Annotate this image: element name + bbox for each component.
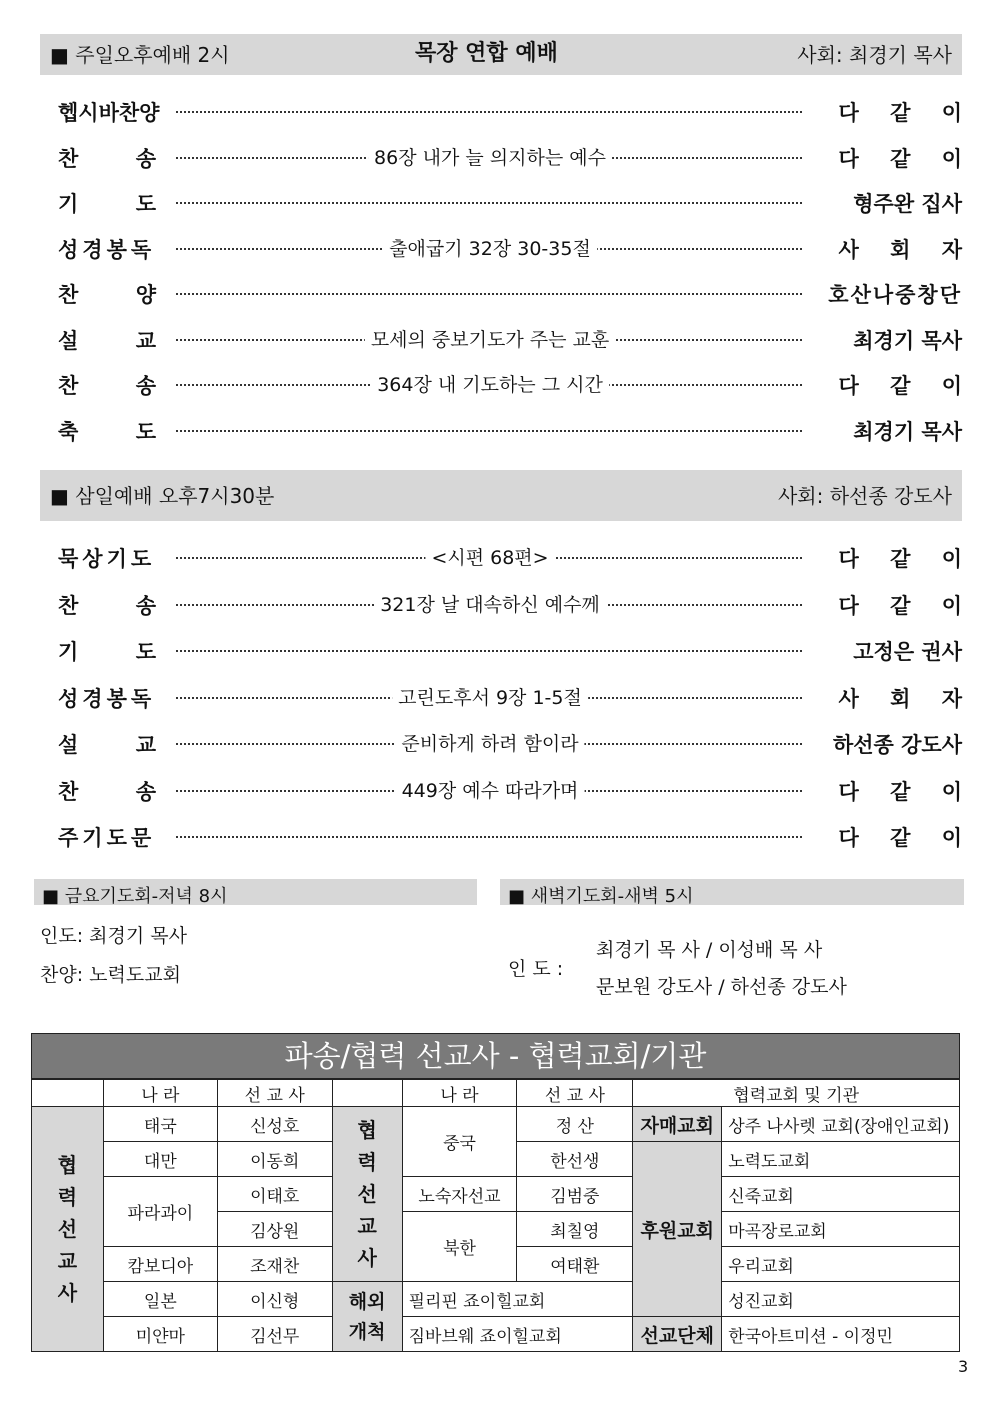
wednesday-person: 다 같 이	[838, 547, 974, 571]
wednesday-row	[58, 636, 962, 666]
missions-title-bar	[31, 1033, 960, 1079]
table-cell: 대만	[103, 1142, 217, 1177]
label-char: 도	[135, 192, 156, 216]
label-char: 기	[58, 640, 79, 664]
label-char: 축	[58, 419, 79, 444]
header-blank-1	[32, 1080, 104, 1107]
support-church-label: 후원교회	[633, 1142, 722, 1317]
wednesday-person: 고정은 권사	[853, 640, 962, 664]
page-number: 3	[958, 1357, 969, 1376]
table-cell: 태국	[103, 1107, 217, 1142]
label-char: 도	[135, 640, 156, 664]
header-country-2: 나 라	[402, 1080, 517, 1107]
vertical-char: 해외	[348, 1290, 386, 1313]
wednesday-person: 다 같 이	[838, 779, 974, 804]
sunday-content: 출애굽기 32장 30-35절	[383, 234, 597, 261]
sunday-leader-dots	[176, 202, 802, 204]
sunday-label	[58, 143, 156, 173]
wednesday-header-left: ■ 삼일예배 오후7시30분	[50, 484, 275, 508]
support-church: 우리교회	[722, 1247, 960, 1282]
sunday-person: 사 회 자	[838, 237, 974, 262]
sunday-header-left: ■ 주일오후예배 2시	[50, 43, 230, 67]
missions-title: 파송/협력 선교사 - 협력교회/기관	[284, 1039, 707, 1073]
header-missionary-2: 선 교 사	[517, 1080, 633, 1107]
sunday-label	[58, 279, 156, 309]
missions-table	[31, 1079, 960, 1352]
sunday-content: 86장 내가 늘 의지하는 예수	[368, 143, 612, 170]
vertical-char: 사	[357, 1246, 377, 1270]
sunday-person: 호산나중창단	[828, 283, 962, 307]
vertical-char: 선	[57, 1217, 78, 1241]
wednesday-person: 사 회 자	[838, 686, 974, 711]
label-char: 도	[135, 419, 156, 444]
sunday-content: 모세의 중보기도가 주는 교훈	[365, 325, 615, 352]
sunday-header-right: 사회: 최경기 목사	[797, 43, 952, 67]
sunday-content: 364장 내 기도하는 그 시간	[371, 370, 609, 397]
pioneer-church: 필리핀 죠이힐교회	[402, 1282, 633, 1317]
label-char: 찬	[58, 374, 79, 398]
sunday-leader-dots	[176, 111, 802, 113]
wednesday-label: 묵상기도	[58, 547, 156, 571]
mission-org: 한국아트미션 - 이정민	[722, 1317, 960, 1352]
table-cell: 정 산	[517, 1107, 633, 1142]
table-cell: 이태호	[217, 1177, 332, 1212]
header-blank-2	[332, 1080, 402, 1107]
sunday-row	[58, 143, 974, 173]
wednesday-content: 준비하게 하려 함이라	[395, 729, 584, 756]
pioneer-label	[332, 1282, 402, 1352]
sunday-row	[58, 188, 962, 218]
mission-org-label: 선교단체	[633, 1317, 722, 1352]
sunday-label: 성경봉독	[58, 237, 156, 262]
support-church: 마곡장로교회	[722, 1212, 960, 1247]
wednesday-label	[58, 590, 156, 620]
wednesday-label: 주기도문	[58, 826, 156, 850]
sunday-leader-dots	[176, 293, 802, 295]
vertical-char: 개척	[348, 1320, 386, 1343]
label-char: 양	[135, 283, 156, 307]
support-church: 성진교회	[722, 1282, 960, 1317]
label-char: 찬	[58, 146, 79, 171]
sunday-label: 헵시바찬양	[58, 101, 160, 125]
wednesday-content: 고린도후서 9장 1-5절	[392, 683, 588, 710]
table-cell: 여태환	[517, 1247, 633, 1282]
table-cell: 북한	[402, 1212, 517, 1282]
sunday-person: 다 같 이	[838, 146, 974, 171]
support-church: 신죽교회	[722, 1177, 960, 1212]
sunday-person: 최경기 목사	[853, 328, 962, 353]
table-cell: 최칠영	[517, 1212, 633, 1247]
table-cell: 김상원	[217, 1212, 332, 1247]
label-char: 교	[135, 733, 156, 757]
label-char: 찬	[58, 593, 79, 618]
header-partner: 협력교회 및 기관	[633, 1080, 960, 1107]
wednesday-person: 하선종 강도사	[832, 733, 962, 757]
wednesday-leader-dots	[176, 836, 802, 838]
table-cell: 이신형	[217, 1282, 332, 1317]
friday-header-text: ■ 금요기도회-저녁 8시	[42, 886, 228, 907]
label-char: 찬	[58, 779, 79, 804]
table-cell: 일본	[103, 1282, 217, 1317]
table-cell: 한선생	[517, 1142, 633, 1177]
sister-church: 상주 나사렛 교회(장애인교회)	[722, 1107, 960, 1142]
vertical-char: 력	[357, 1150, 377, 1174]
sunday-row	[58, 416, 962, 446]
label-char: 찬	[58, 283, 79, 307]
label-char: 송	[135, 374, 156, 398]
table-cell: 미얀마	[103, 1317, 217, 1352]
group-partner-missionaries	[32, 1107, 104, 1352]
dawn-header	[500, 879, 964, 905]
pioneer-church: 짐바브웨 죠이힐교회	[402, 1317, 633, 1352]
vertical-char: 교	[57, 1249, 78, 1273]
dawn-header-text: ■ 새벽기도회-새벽 5시	[508, 886, 694, 907]
dawn-leaders-line1: 최경기 목 사 / 이성배 목 사	[596, 939, 823, 961]
sunday-row	[58, 97, 974, 127]
table-cell: 중국	[402, 1107, 517, 1177]
wednesday-row	[58, 729, 962, 759]
group-partner-missionaries-2	[332, 1107, 402, 1282]
wednesday-row	[58, 590, 974, 620]
wednesday-content: 449장 예수 따라가며	[396, 776, 585, 803]
friday-praise: 찬양: 노력도교회	[40, 964, 181, 986]
table-cell: 파라과이	[103, 1177, 217, 1247]
wednesday-header	[40, 470, 962, 521]
label-char: 송	[135, 779, 156, 804]
table-cell: 이동희	[217, 1142, 332, 1177]
wednesday-content: <시편 68편>	[425, 543, 554, 570]
wednesday-row	[58, 822, 974, 852]
sunday-person: 다 같 이	[838, 101, 974, 125]
sunday-header-center: 목장 연합 예배	[415, 41, 558, 66]
sunday-leader-dots	[176, 430, 802, 432]
label-char: 설	[58, 733, 79, 757]
sister-church-label: 자매교회	[633, 1107, 722, 1142]
sunday-label	[58, 416, 156, 446]
wednesday-content: 321장 날 대속하신 예수께	[374, 590, 606, 617]
vertical-char: 선	[357, 1182, 377, 1206]
sunday-person: 다 같 이	[838, 374, 974, 398]
friday-leader: 인도: 최경기 목사	[40, 925, 187, 947]
table-cell: 김선무	[217, 1317, 332, 1352]
sunday-label	[58, 325, 156, 355]
header-country-1: 나 라	[103, 1080, 217, 1107]
wednesday-header-right: 사회: 하선종 강도사	[777, 484, 952, 508]
wednesday-label	[58, 776, 156, 806]
wednesday-leader-dots	[176, 650, 802, 652]
wednesday-person: 다 같 이	[838, 593, 974, 618]
sunday-row	[58, 279, 962, 309]
vertical-char: 사	[57, 1281, 78, 1305]
wednesday-label	[58, 636, 156, 666]
vertical-char: 교	[357, 1214, 377, 1238]
header-missionary-1: 선 교 사	[217, 1080, 332, 1107]
label-char: 기	[58, 192, 79, 216]
vertical-char: 력	[57, 1185, 78, 1209]
vertical-char: 협	[57, 1153, 78, 1177]
wednesday-person: 다 같 이	[838, 826, 974, 850]
dawn-leader-label: 인 도 :	[508, 958, 564, 980]
sunday-label	[58, 370, 156, 400]
wednesday-row	[58, 543, 974, 573]
dawn-leaders-line2: 문보원 강도사 / 하선종 강도사	[596, 976, 847, 998]
sunday-header	[40, 34, 962, 75]
sunday-row	[58, 370, 974, 400]
wednesday-label: 성경봉독	[58, 686, 156, 711]
label-char: 송	[135, 593, 156, 618]
table-cell: 신성호	[217, 1107, 332, 1142]
table-cell: 캄보디아	[103, 1247, 217, 1282]
sunday-person: 최경기 목사	[853, 419, 962, 444]
label-char: 설	[58, 328, 79, 353]
label-char: 교	[135, 328, 156, 353]
friday-header	[34, 879, 477, 905]
sunday-row	[58, 234, 974, 264]
table-cell: 조재찬	[217, 1247, 332, 1282]
vertical-char: 협	[357, 1118, 377, 1142]
wednesday-label	[58, 729, 156, 759]
table-cell: 김범중	[517, 1177, 633, 1212]
label-char: 송	[135, 146, 156, 171]
support-church: 노력도교회	[722, 1142, 960, 1177]
sunday-label	[58, 188, 156, 218]
sunday-row	[58, 325, 962, 355]
sunday-person: 형주완 집사	[853, 192, 962, 216]
wednesday-row	[58, 683, 974, 713]
wednesday-row	[58, 776, 974, 806]
table-cell: 노숙자선교	[402, 1177, 517, 1212]
